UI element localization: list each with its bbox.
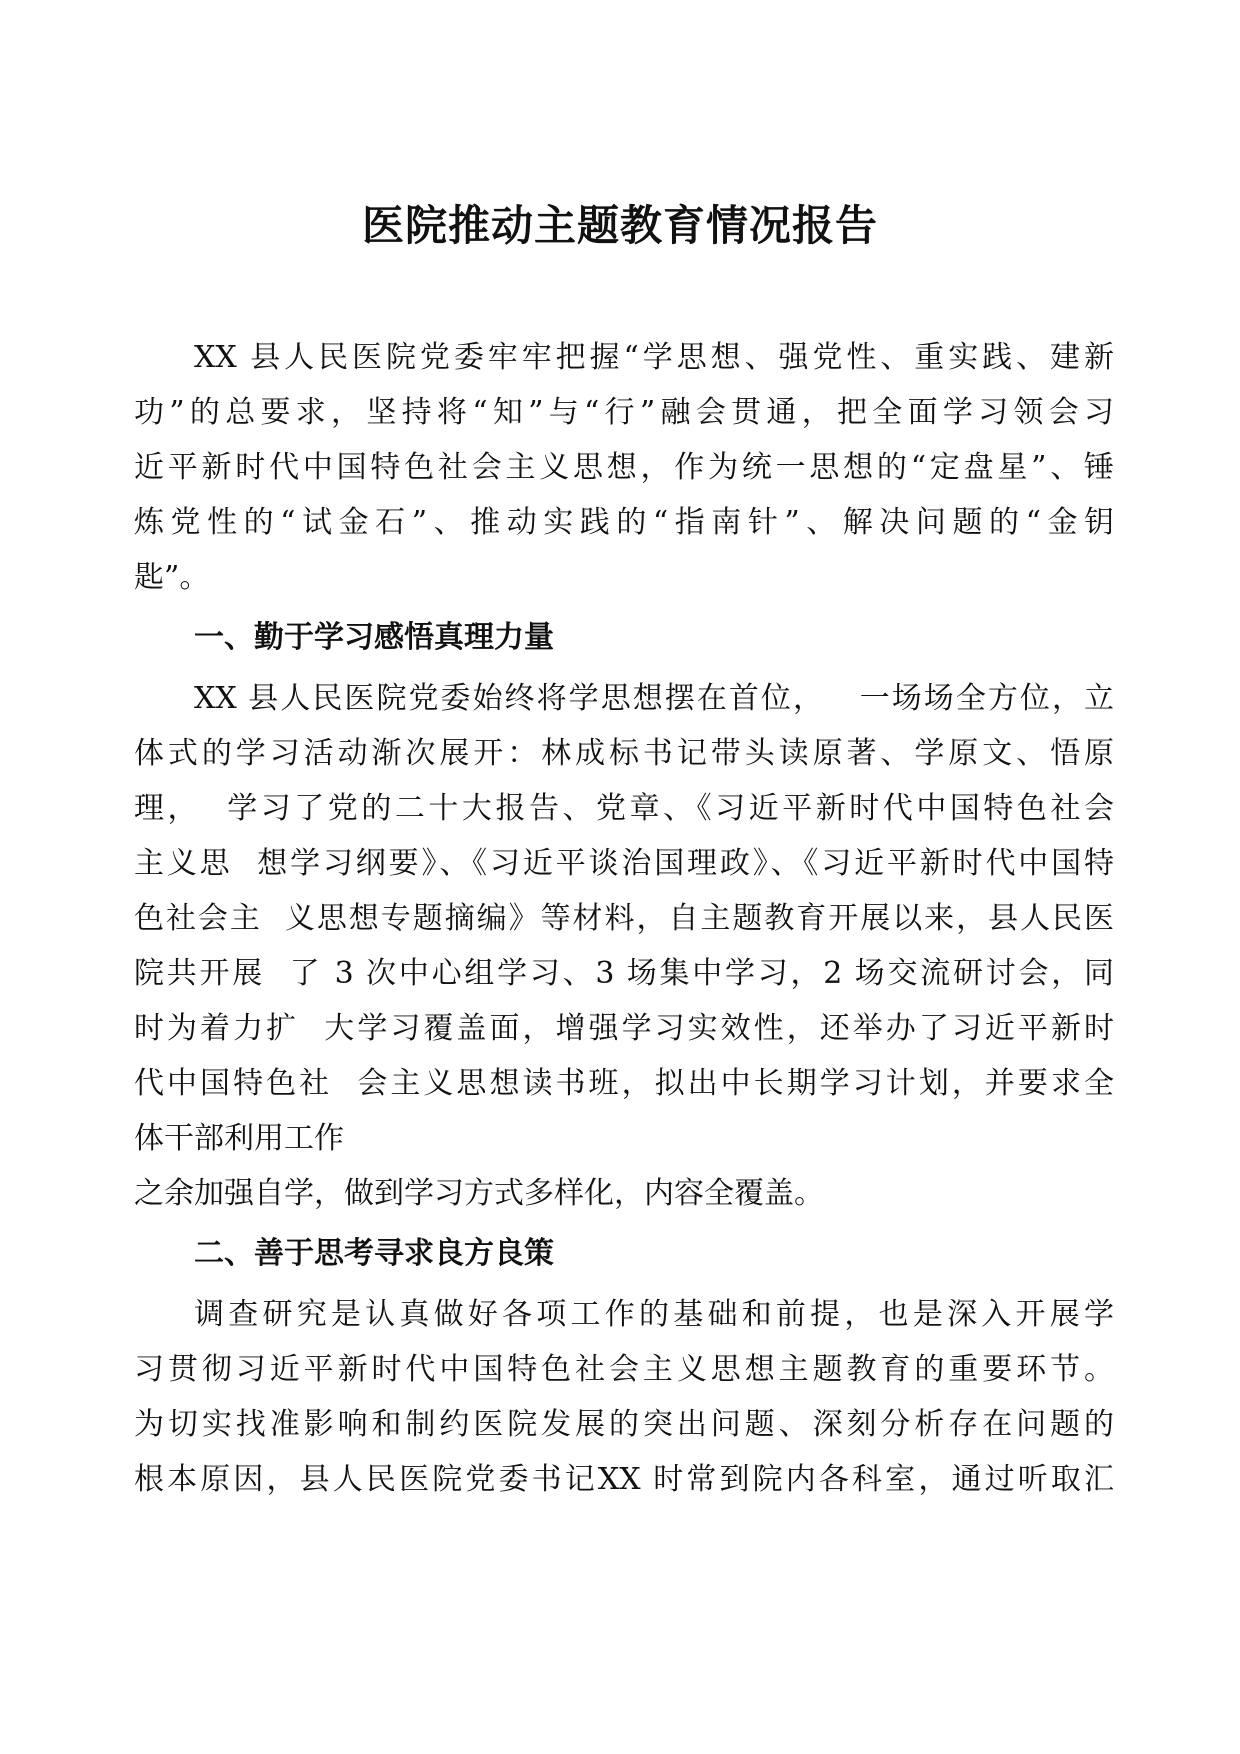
section1-line: 主义思 想学习纲要》、《习近平谈治国理政》、《习近平新时代中国特 [134, 846, 1114, 881]
intro-line: 匙”。 [134, 560, 210, 595]
section1-line: 时为着力扩 大学习覆盖面，增强学习实效性，还举办了习近平新时 [134, 1011, 1114, 1046]
intro-line: 功”的总要求，坚持将“知”与“行”融会贯通，把全面学习领会习 [134, 395, 1114, 430]
intro-line: 近平新时代中国特色社会主义思想，作为统一思想的“定盘星”、锤 [134, 450, 1114, 485]
section2-line: 习贯彻习近平新时代中国特色社会主义思想主题教育的重要环节。 [134, 1352, 1114, 1387]
intro-line: XX 县人民医院党委牢牢把握“学思想、强党性、重实践、建新 [194, 340, 1114, 375]
section1-line: 色社会主 义思想专题摘编》等材料，自主题教育开展以来，县人民医 [134, 901, 1114, 936]
document-title: 医院推动主题教育情况报告 [361, 201, 878, 250]
section1-line: XX 县人民医院党委始终将学思想摆在首位， 一场场全方位，立 [194, 681, 1114, 716]
document-body [134, 330, 1114, 1507]
section1-line: 理， 学习了党的二十大报告、党章、《习近平新时代中国特色社会 [134, 791, 1114, 826]
section1-line: 体干部利用工作 [134, 1121, 344, 1156]
section2-line: 根本原因，县人民医院党委书记XX 时常到院内各科室，通过听取汇 [134, 1462, 1114, 1497]
intro-line: 炼党性的“试金石”、推动实践的“指南针”、解决问题的“金钥 [134, 505, 1114, 540]
section1-line: 代中国特色社 会主义思想读书班，拟出中长期学习计划，并要求全 [134, 1066, 1114, 1101]
section1-line: 之余加强自学，做到学习方式多样化，内容全覆盖。 [134, 1176, 824, 1211]
section1-line: 院共开展 了 3 次中心组学习、3 场集中学习，2 场交流研讨会，同 [134, 956, 1114, 991]
section2-line: 调查研究是认真做好各项工作的基础和前提，也是深入开展学 [194, 1297, 1114, 1332]
section1-line: 体式的学习活动渐次展开：林成标书记带头读原著、学原文、悟原 [134, 736, 1114, 771]
section-heading: 二、善于思考寻求良方良策 [194, 1236, 554, 1271]
section2-line: 为切实找准影响和制约医院发展的突出问题、深刻分析存在问题的 [134, 1407, 1114, 1442]
section-heading: 一、勤于学习感悟真理力量 [194, 620, 554, 655]
